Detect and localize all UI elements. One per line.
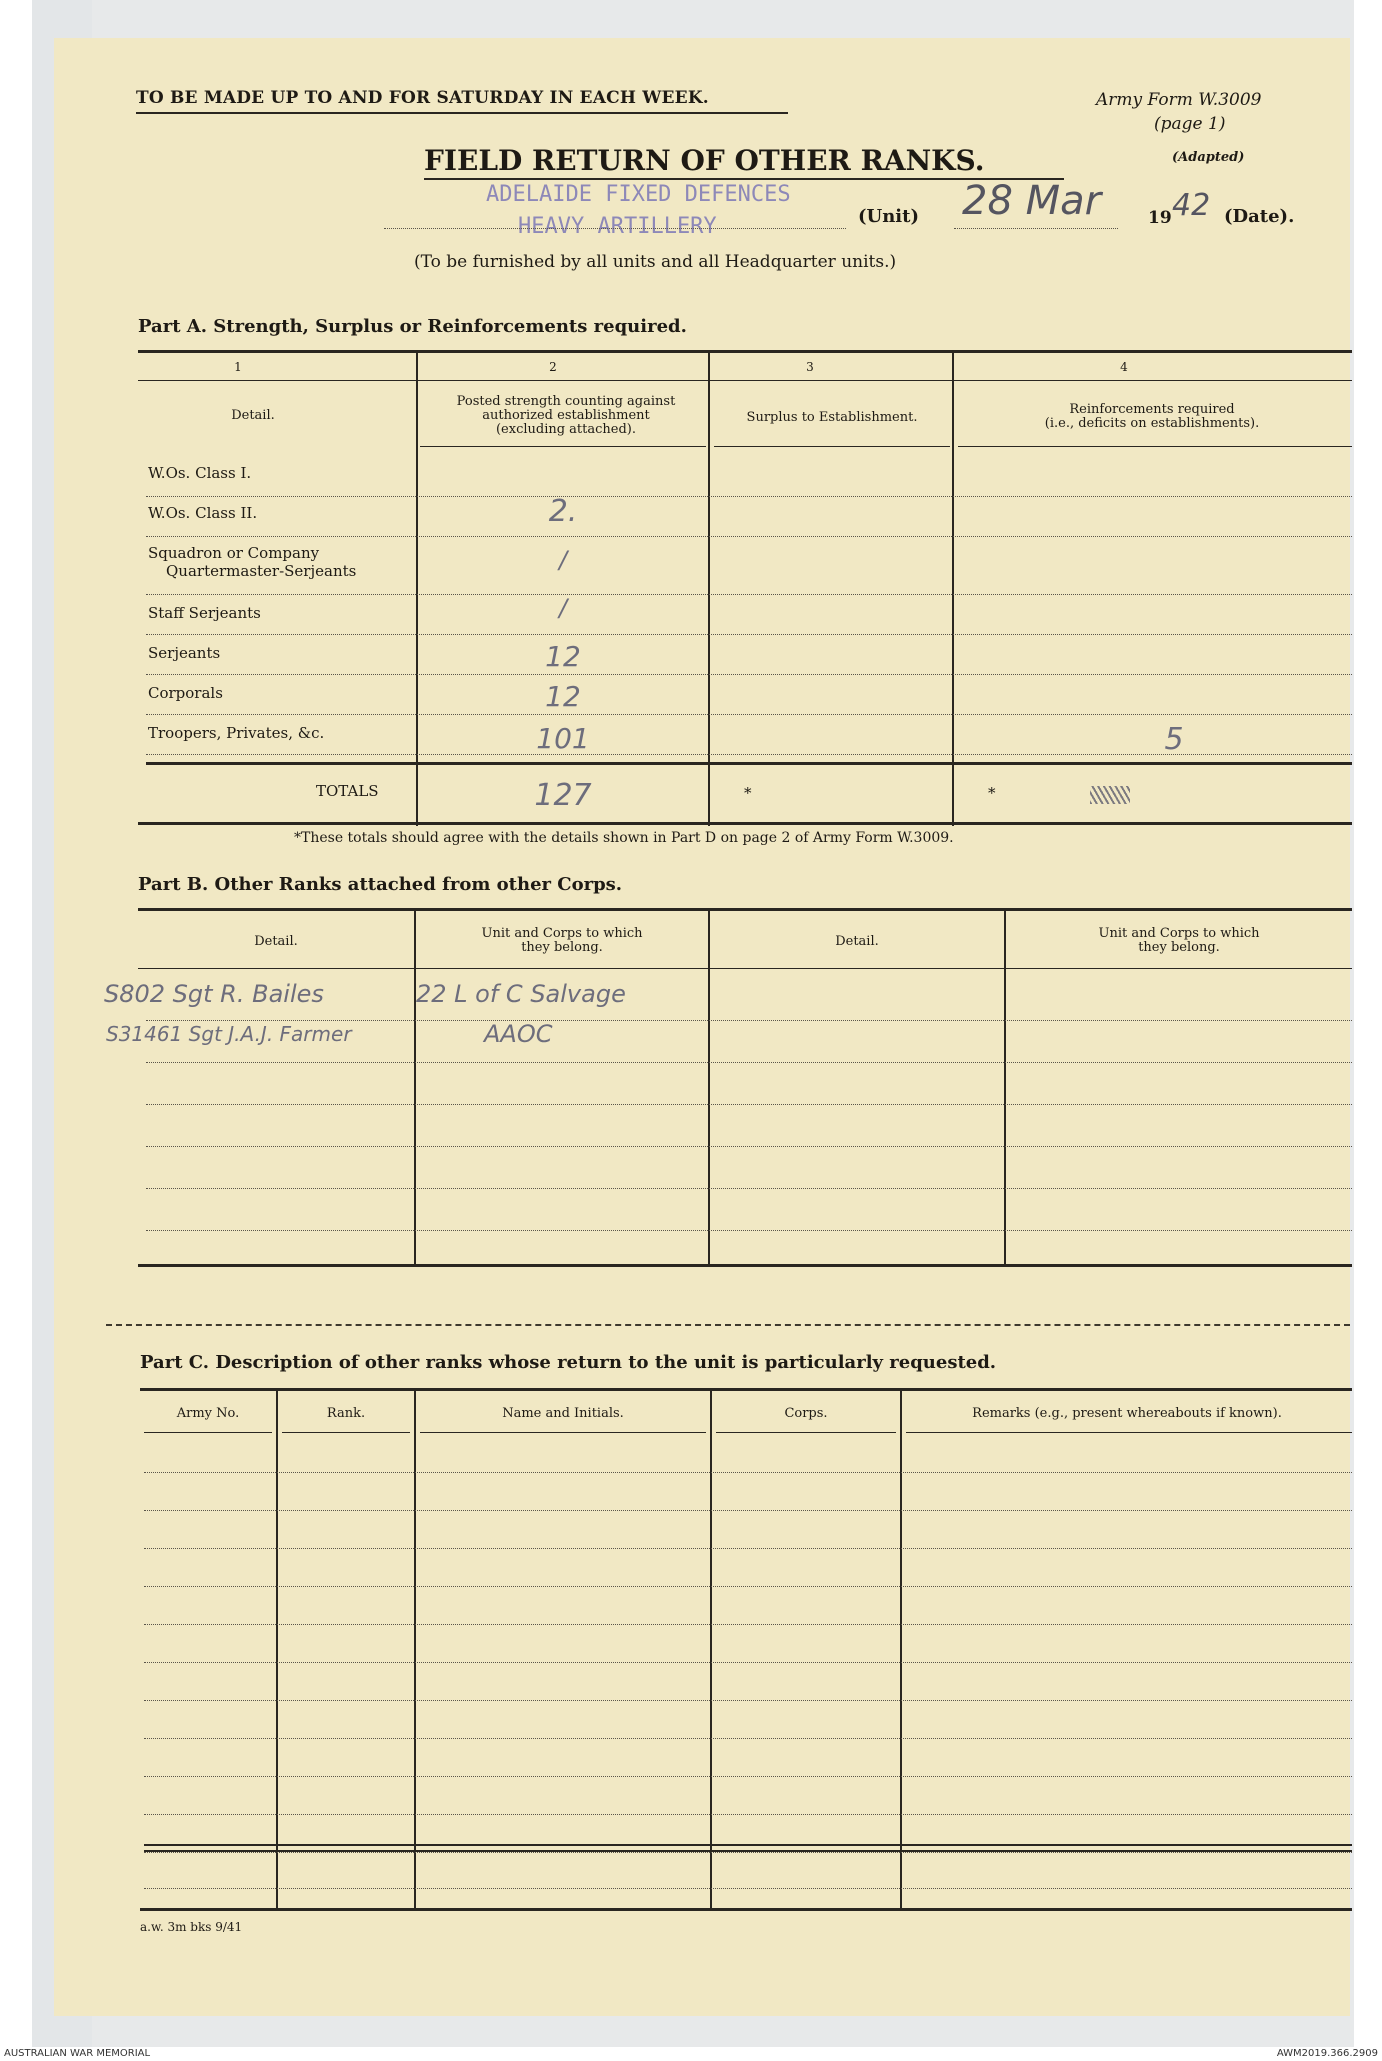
row-line	[146, 1230, 1352, 1231]
row-line	[144, 1548, 1352, 1549]
part-a-header-reinf-2: (i.e., deficits on establishments).	[1044, 416, 1260, 431]
archive-footer	[0, 2047, 1382, 2061]
part-c-double-rule-2	[144, 1850, 1352, 1852]
part-a-top-rule	[138, 350, 1352, 353]
posted-staff-sjt: /	[558, 594, 568, 622]
row-line	[146, 714, 1352, 715]
row-line	[146, 754, 1352, 755]
part-a-bottom-rule	[138, 822, 1352, 825]
rule	[716, 1432, 896, 1433]
year-handwritten: 42	[1172, 188, 1211, 223]
part-a-num-rule	[138, 380, 1352, 381]
part-b-entry2-unit: AAOC	[484, 1020, 553, 1048]
perforation-line	[106, 1324, 1350, 1326]
row-line	[144, 1510, 1352, 1511]
part-b-top-rule	[138, 908, 1352, 911]
part-c-vline-1	[276, 1390, 278, 1908]
part-a-colnum-2: 2	[549, 360, 557, 374]
row-line	[144, 1852, 1352, 1853]
weekly-instruction: TO BE MADE UP TO AND FOR SATURDAY IN EACH WEEK.	[136, 88, 709, 108]
page-number: (page 1)	[1154, 114, 1226, 134]
row-line	[144, 1776, 1352, 1777]
row-line	[146, 674, 1352, 675]
furnish-note: (To be furnished by all units and all Headquarter units.)	[414, 252, 897, 272]
part-c-vline-3	[710, 1390, 712, 1908]
part-c-double-rule-1	[144, 1844, 1352, 1846]
posted-wo2: 2.	[548, 494, 578, 529]
part-c-bottom-rule	[140, 1908, 1352, 1911]
part-b-header-unit-right-2: they belong.	[1138, 940, 1220, 955]
rule	[420, 1432, 706, 1433]
year-prefix: 19	[1148, 208, 1172, 228]
rule	[144, 1432, 272, 1433]
part-b-vline-2	[708, 910, 710, 1264]
row-line	[146, 1062, 1352, 1063]
unit-stamp-line2: HEAVY ARTILLERY	[518, 214, 717, 239]
posted-pte: 101	[536, 722, 590, 755]
row-detail-sjt: Serjeants	[148, 644, 221, 662]
totals-label: TOTALS	[316, 782, 379, 800]
row-line	[146, 1146, 1352, 1147]
part-a-colnum-3: 3	[806, 360, 814, 374]
part-b-header-unit-right-1: Unit and Corps to which	[1098, 926, 1260, 941]
part-b-entry2-detail: S31461 Sgt J.A.J. Farmer	[106, 1022, 352, 1046]
row-line	[146, 1188, 1352, 1189]
row-detail-cqms-2: Quartermaster-Serjeants	[166, 562, 357, 580]
row-line	[144, 1624, 1352, 1625]
part-b-header-detail-right: Detail.	[835, 934, 879, 949]
row-line	[146, 594, 1352, 595]
part-b-heading: Part B. Other Ranks attached from other Corps.	[138, 874, 623, 895]
print-code: a.w. 3m bks 9/41	[140, 1920, 243, 1934]
rule	[906, 1432, 1352, 1433]
part-a-header-posted-2: authorized establishment	[482, 408, 650, 423]
part-b-header-detail-left: Detail.	[254, 934, 298, 949]
part-b-header-unit-left-1: Unit and Corps to which	[481, 926, 643, 941]
part-a-header-surplus: Surplus to Establishment.	[746, 410, 918, 425]
part-a-heading: Part A. Strength, Surplus or Reinforcements required.	[138, 316, 687, 337]
rule	[420, 446, 706, 447]
part-c-heading: Part C. Description of other ranks whose return to the unit is particularly requested.	[140, 1352, 997, 1373]
row-detail-staff-sjt: Staff Serjeants	[148, 604, 261, 622]
unit-label: (Unit)	[858, 206, 919, 227]
part-b-vline-3	[1004, 910, 1006, 1264]
totals-top-rule	[146, 762, 1352, 765]
row-line	[146, 1104, 1352, 1105]
part-c-header-corps: Corps.	[784, 1406, 828, 1421]
rule	[958, 446, 1352, 447]
part-b-vline-1	[414, 910, 416, 1264]
form-title: FIELD RETURN OF OTHER RANKS.	[424, 144, 985, 177]
form-page	[54, 38, 1350, 2016]
row-line	[144, 1472, 1352, 1473]
row-line	[146, 1020, 1352, 1021]
part-a-colnum-1: 1	[234, 360, 242, 374]
part-c-top-rule	[140, 1388, 1352, 1391]
part-a-header-reinf-1: Reinforcements required	[1069, 402, 1235, 417]
part-b-header-rule	[138, 968, 1352, 969]
unit-dotted-line	[384, 228, 846, 229]
row-detail-cpl: Corporals	[148, 684, 223, 702]
part-b-entry1-detail: S802 Sgt R. Bailes	[104, 980, 324, 1008]
posted-cqms: /	[558, 546, 568, 574]
part-c-header-army-no: Army No.	[176, 1406, 240, 1421]
date-dotted-line	[954, 228, 1118, 229]
date-handwritten: 28 Mar	[962, 178, 1102, 224]
totals-reinf-asterisk: *	[988, 784, 996, 802]
row-line	[144, 1662, 1352, 1663]
totals-posted: 127	[534, 778, 592, 813]
totals-surplus-asterisk: *	[744, 784, 752, 802]
row-line	[146, 536, 1352, 537]
row-line	[144, 1586, 1352, 1587]
form-number: Army Form W.3009	[1096, 90, 1262, 110]
part-c-vline-4	[900, 1390, 902, 1908]
totals-reinf-scribble	[1090, 786, 1130, 804]
part-b-bottom-rule	[138, 1264, 1352, 1267]
posted-cpl: 12	[545, 680, 581, 713]
row-line	[144, 1700, 1352, 1701]
instruction-underline	[136, 112, 788, 114]
part-b-header-unit-left-2: they belong.	[521, 940, 603, 955]
unit-stamp-line1: ADELAIDE FIXED DEFENCES	[486, 182, 791, 207]
totals-footnote: *These totals should agree with the details shown in Part D on page 2 of Army Form W.3009.	[294, 830, 954, 846]
row-line	[144, 1888, 1352, 1889]
row-detail-cqms-1: Squadron or Company	[148, 544, 320, 562]
part-a-colnum-4: 4	[1120, 360, 1128, 374]
row-detail-wo1: W.Os. Class I.	[148, 464, 252, 482]
part-a-header-detail: Detail.	[231, 408, 275, 423]
part-c-header-name: Name and Initials.	[502, 1406, 624, 1421]
part-c-header-remarks: Remarks (e.g., present whereabouts if known).	[972, 1406, 1282, 1421]
part-c-vline-2	[414, 1390, 416, 1908]
date-label: (Date).	[1224, 206, 1295, 227]
part-c-header-rank: Rank.	[326, 1406, 366, 1421]
rule	[282, 1432, 410, 1433]
part-b-entry1-unit: 22 L of C Salvage	[416, 980, 626, 1008]
row-line	[144, 1814, 1352, 1815]
rule	[714, 446, 950, 447]
archive-name: AUSTRALIAN WAR MEMORIAL	[4, 2048, 151, 2059]
posted-sjt: 12	[545, 640, 581, 673]
row-detail-pte: Troopers, Privates, &c.	[148, 724, 325, 742]
row-line	[146, 634, 1352, 635]
part-a-header-posted-1: Posted strength counting against	[456, 394, 676, 409]
row-detail-wo2: W.Os. Class II.	[148, 504, 258, 522]
part-a-header-posted-3: (excluding attached).	[495, 422, 637, 437]
row-line	[144, 1738, 1352, 1739]
adapted-note: (Adapted)	[1172, 150, 1245, 165]
archive-id: AWM2019.366.2909	[1276, 2048, 1378, 2059]
row-line	[146, 496, 1352, 497]
reinf-pte: 5	[1164, 722, 1184, 757]
